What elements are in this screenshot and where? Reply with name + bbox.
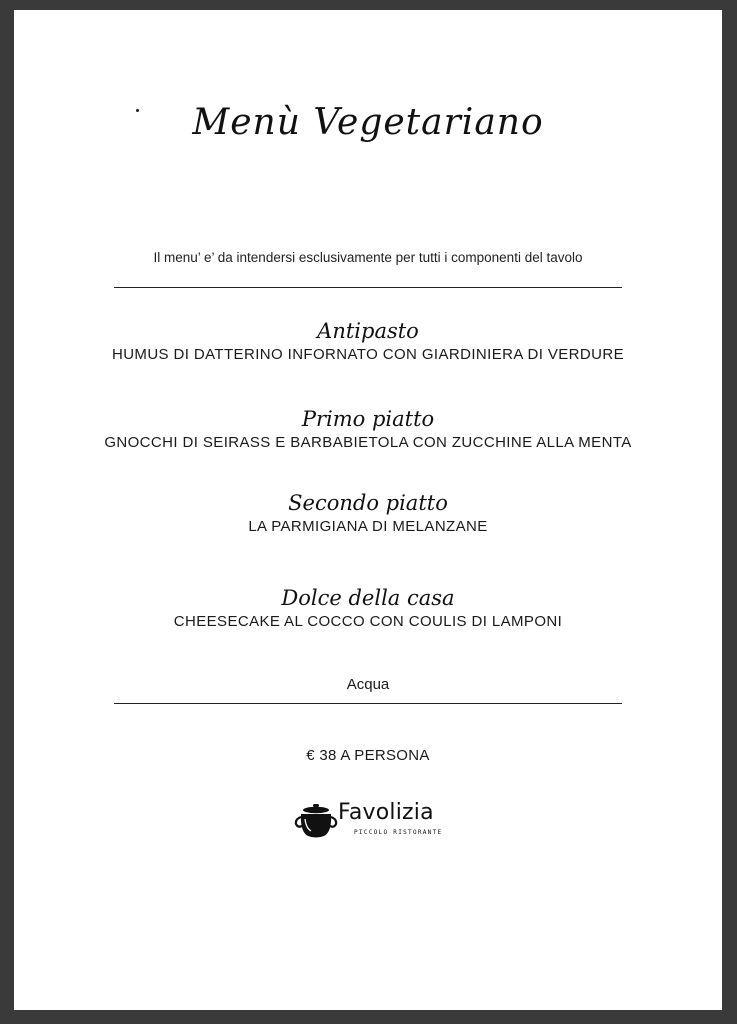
course-dish: GNOCCHI DI SEIRASS E BARBABIETOLA CON ZUCCHINE ALLA MENTA <box>104 434 632 451</box>
divider-bottom <box>114 703 622 704</box>
price-per-person: € 38 A PERSONA <box>306 747 430 764</box>
course-dish: HUMUS DI DATTERINO INFORNATO CON GIARDINIERA DI VERDURE <box>111 346 625 363</box>
course-title: Secondo piatto <box>288 491 448 515</box>
course-primo <box>14 407 722 453</box>
logo-name: Favolizia <box>338 800 434 825</box>
course-title: Antipasto <box>317 319 419 343</box>
table-note: Il menu’ e’ da intendersi esclusivamente per tutti i componenti del tavolo <box>153 250 583 265</box>
course-title: Dolce della casa <box>281 586 455 610</box>
restaurant-logo <box>294 800 454 844</box>
cooking-pot-icon <box>294 802 338 840</box>
water-item: Acqua <box>346 676 390 693</box>
logo-subtitle: PICCOLO RISTORANTE <box>354 829 443 836</box>
course-antipasto <box>14 319 722 365</box>
course-title: Primo piatto <box>301 407 435 431</box>
course-dolce <box>14 586 722 632</box>
divider-top <box>114 287 622 288</box>
menu-page <box>14 10 722 1010</box>
course-dish: LA PARMIGIANA DI MELANZANE <box>248 518 488 535</box>
menu-title: Menù Vegetariano <box>192 102 544 143</box>
course-dish: CHEESECAKE AL COCCO CON COULIS DI LAMPONI <box>173 613 563 630</box>
course-secondo <box>14 491 722 537</box>
